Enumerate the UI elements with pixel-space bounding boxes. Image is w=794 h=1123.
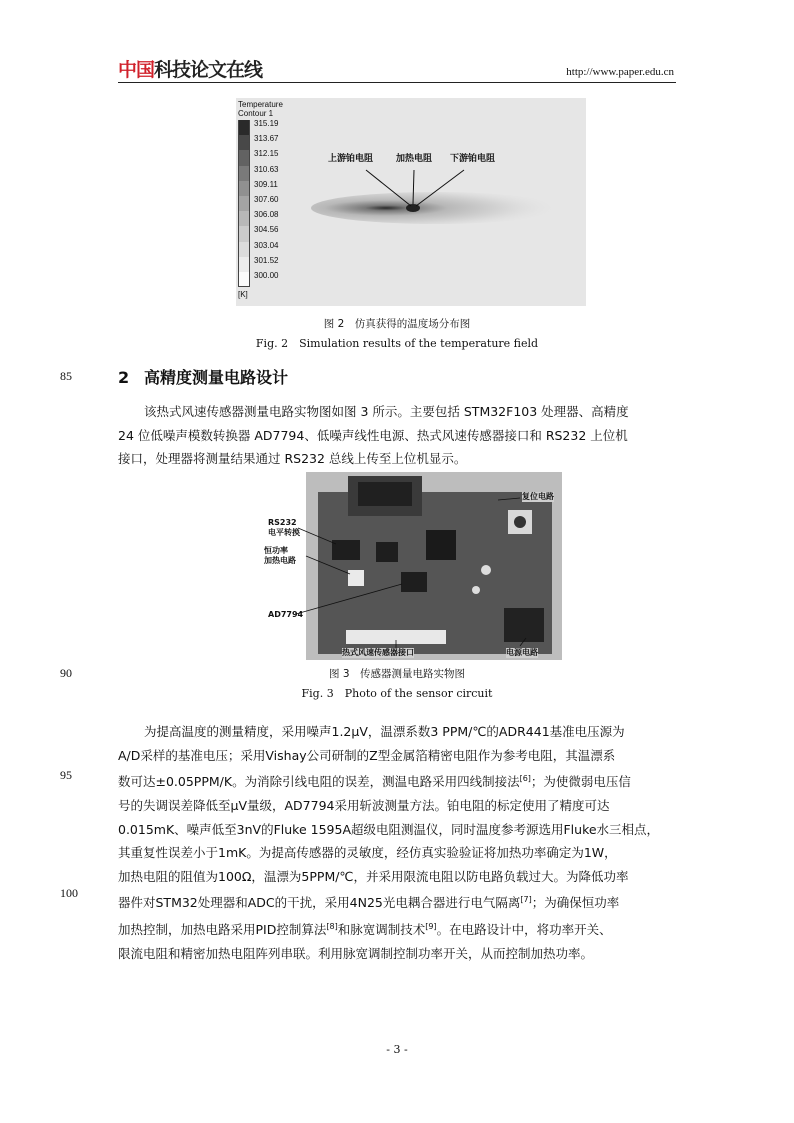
text-span: 器件对STM32处理器和ADC的干扰，采用4N25光电耦合器进行电气隔离	[118, 895, 521, 911]
text-line: 为提高温度的测量精度，采用噪声1.2μV，温漂系数3 PPM/℃的ADR441基准电压源为	[144, 724, 625, 739]
ad7794-chip	[401, 572, 427, 592]
capacitor	[472, 586, 480, 594]
label-heater: 加热电阻	[396, 154, 433, 164]
figure-2-caption-cn: 图 2 仿真获得的温度场分布图	[323, 318, 471, 330]
section-title: 高精度测量电路设计	[144, 368, 289, 387]
db9-shell	[358, 482, 412, 506]
text-line	[118, 888, 676, 915]
label-ad7794: AD7794	[268, 610, 304, 619]
legend-value: 309.11	[254, 179, 278, 189]
citation-7[interactable]: [7]	[520, 895, 532, 905]
journal-logo	[118, 58, 262, 82]
text-line	[118, 767, 676, 794]
legend-value: 310.63	[254, 164, 279, 174]
temperature-field-plot	[236, 98, 586, 306]
label-rs232-line2: 电平转换	[268, 528, 300, 537]
label-power-circuit: 电源电路	[506, 648, 538, 657]
text-line: 加热电阻的阻值为100Ω，温漂为5PPM/℃，并采用限流电阻以防电路负载过大。为降低功率	[118, 868, 629, 884]
label-heater-line2: 加热电路	[264, 556, 296, 565]
label-rs232-line1: RS232	[268, 518, 297, 527]
text-span: 。在电路设计中，将功率开关、	[436, 922, 612, 938]
text-line: 该热式风速传感器测量电路实物图如图 3 所示。主要包括 STM32F103 处理器、高精度	[144, 404, 629, 419]
stm32-chip	[426, 530, 456, 560]
text-span: 加热控制，加热电路采用PID控制算法	[118, 922, 327, 938]
line-number: 85	[60, 369, 72, 383]
reset-button-cap	[514, 516, 526, 528]
legend-value: 304.56	[254, 225, 279, 235]
rs232-chip	[332, 540, 360, 560]
legend-value: 307.60	[254, 194, 279, 204]
text-span: 和脉宽调制技术	[337, 922, 426, 938]
figure-3-circuit-photo	[236, 470, 566, 662]
paragraph-1	[118, 400, 676, 471]
text-span: ；为使微弱电压信	[530, 774, 631, 790]
ic-chip	[376, 542, 398, 562]
circuit-board-photo	[236, 470, 566, 662]
header-divider	[118, 82, 676, 83]
label-reset-circuit: 复位电路	[522, 492, 554, 501]
citation-8[interactable]: [8]	[326, 922, 338, 932]
legend-unit: [K]	[238, 290, 248, 299]
text-line: 限流电阻和精密加热电阻阵列串联。利用脉宽调制控制功率开关，从而控制加热功率。	[118, 945, 594, 961]
figure-2-caption-en: Fig. 2 Simulation results of the temperature field	[255, 337, 539, 350]
text-line: A/D采样的基准电压；采用Vishay公司研制的Z型金属箔精密电阻作为参考电阻，其温漂系	[118, 747, 616, 763]
logo-text-dark: 科技论文在线	[154, 59, 263, 81]
text-line: 24 位低噪声模数转换器 AD7794、低噪声线性电源、热式风速传感器接口和 RS232 上位机	[118, 427, 628, 443]
label-heater-circuit	[264, 546, 296, 566]
section-heading	[118, 365, 288, 388]
text-line: 接口，处理器将测量结果通过 RS232 总线上传至上位机显示。	[118, 451, 467, 467]
legend-value: 306.08	[254, 210, 279, 220]
legend-value: 303.04	[254, 240, 279, 250]
heat-plume	[311, 192, 561, 224]
legend-subtitle: Contour 1	[238, 109, 274, 118]
label-downstream-sensor: 下游铂电阻	[450, 154, 496, 164]
figure-3-caption-en: Fig. 3 Photo of the sensor circuit	[301, 687, 493, 700]
label-upstream-sensor: 上游铂电阻	[328, 154, 374, 164]
label-rs232	[268, 518, 300, 538]
legend-value: 300.00	[254, 270, 279, 280]
header-url[interactable]: http://www.paper.edu.cn	[566, 66, 674, 78]
power-jack	[504, 608, 544, 642]
legend-value: 313.67	[254, 134, 279, 144]
label-heater-line1: 恒功率	[264, 546, 288, 555]
figure-3-caption-cn: 图 3 传感器测量电路实物图	[328, 668, 466, 680]
legend-title: Temperature	[238, 100, 283, 109]
text-line: 号的失调误差降低至μV量级，AD7794采用斩波测量方法。铂电阻的标定使用了精度可达	[118, 797, 610, 813]
page-number: - 3 -	[386, 1043, 408, 1056]
citation-6[interactable]: [6]	[519, 774, 531, 784]
white-component	[348, 570, 364, 586]
legend-value: 301.52	[254, 255, 279, 265]
text-line	[118, 915, 676, 942]
legend-value: 312.15	[254, 149, 279, 159]
line-number: 95	[60, 768, 72, 782]
section-number: 2	[118, 368, 130, 387]
text-span: ；为确保恒功率	[531, 895, 620, 911]
citation-9[interactable]: [9]	[425, 922, 437, 932]
text-line: 0.015mK、噪声低至3nV的Fluke 1595A超级电阻测温仪，同时温度参考源选用Fluke水三相点，	[118, 821, 660, 837]
capacitor	[481, 565, 491, 575]
line-number: 90	[60, 666, 72, 680]
paragraph-2	[118, 720, 676, 965]
figure-2-temperature-field	[236, 98, 586, 306]
label-sensor-interface: 热式风速传感器接口	[342, 648, 414, 657]
text-span: 数可达±0.05PPM/K。为消除引线电阻的误差，测温电路采用四线制接法	[118, 774, 520, 790]
legend-value: 315.19	[254, 119, 279, 128]
text-line: 其重复性误差小于1mK。为提高传感器的灵敏度，经仿真实验验证将加热功率确定为1W，	[118, 845, 617, 861]
line-number: 100	[60, 886, 78, 900]
logo-text-red: 中国	[118, 59, 155, 81]
